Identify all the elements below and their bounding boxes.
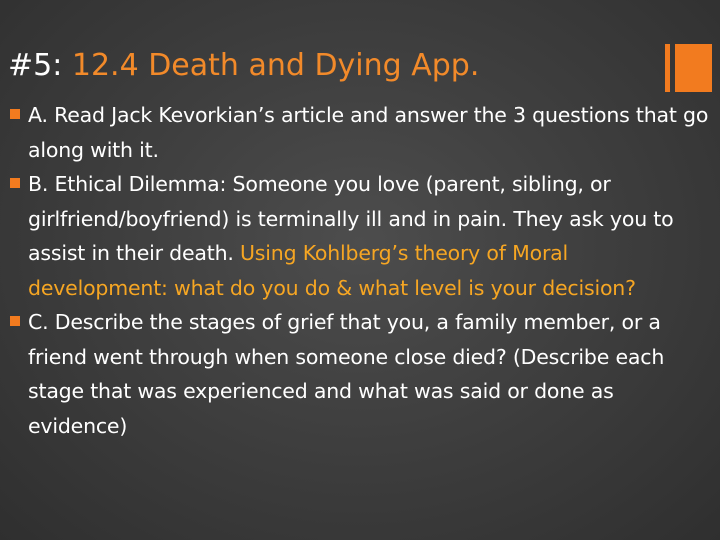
bullet-list <box>8 98 710 443</box>
accent-thick-bar <box>675 44 712 92</box>
title-prefix: #5: <box>8 48 72 83</box>
bullet-text: B. Ethical Dilemma: Someone you love (parent, sibling, or girlfriend/boyfriend) is terminally ill and in pain. They ask you to assist in their death. <box>28 172 674 265</box>
bullet-item-a <box>8 98 710 167</box>
square-bullet-icon <box>10 178 20 188</box>
accent-bars <box>665 44 713 92</box>
title-main: 12.4 Death and Dying App. <box>71 48 480 83</box>
square-bullet-icon <box>10 109 20 119</box>
square-bullet-icon <box>10 316 20 326</box>
accent-thin-bar <box>665 44 670 92</box>
bullet-text: C. Describe the stages of grief that you, a family member, or a friend went through when someone close died? (Describe each stage that was experienced and what was said or done as evidence) <box>28 310 665 438</box>
bullet-item-c <box>8 305 710 443</box>
bullet-highlight-text: Using Kohlberg’s theory of Moral development: what do you do & what level is your decision? <box>28 241 636 300</box>
bullet-text: A. Read Jack Kevorkian’s article and answer the 3 questions that go along with it. <box>28 103 709 162</box>
bullet-item-b <box>8 167 710 305</box>
slide-title <box>8 46 479 86</box>
